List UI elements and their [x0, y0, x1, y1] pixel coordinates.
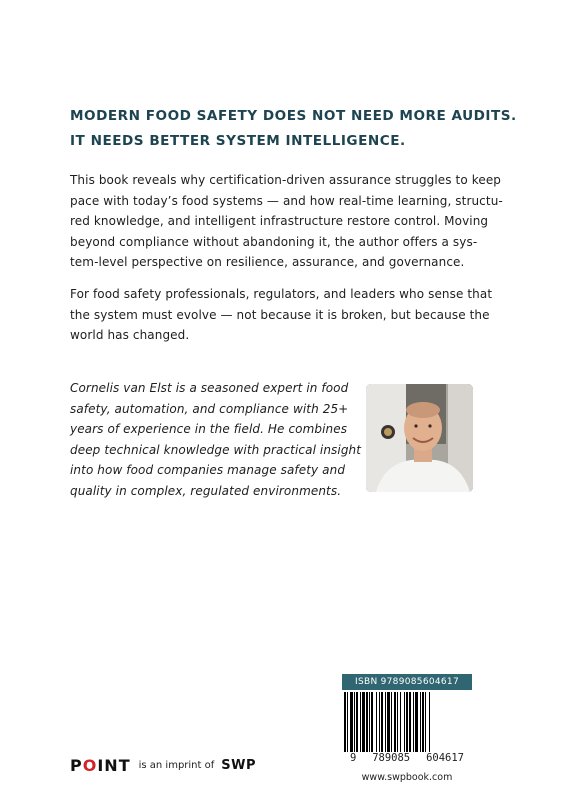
barcode-bar — [350, 692, 353, 752]
barcode-bar — [394, 692, 396, 752]
barcode-bar — [376, 692, 377, 752]
barcode-digit-group: 604617 — [426, 752, 464, 764]
barcode-bar — [429, 692, 430, 752]
barcode-bar — [406, 692, 408, 752]
barcode-bar — [413, 692, 414, 752]
bio-line: safety, automation, and compliance with 25+ — [70, 401, 349, 416]
barcode-bar — [409, 692, 411, 752]
barcode-bar — [366, 692, 368, 752]
isbn-label: ISBN 9789085604617 — [342, 674, 472, 690]
barcode-bar — [371, 692, 373, 752]
blurb-line: This book reveals why certification-driven assurance struggles to keep — [70, 173, 502, 187]
barcode-bar — [369, 692, 370, 752]
barcode-bar — [347, 692, 348, 752]
point-logo-text: POINT — [70, 755, 131, 775]
blurb-paragraph-2 — [70, 284, 493, 346]
barcode-digits — [342, 752, 472, 764]
bio-line: quality in complex, regulated environments. — [70, 483, 342, 498]
barcode-bar — [362, 692, 365, 752]
blurb-line: red knowledge, and intelligent infrastructure restore control. Moving — [70, 214, 489, 228]
barcode-bar — [420, 692, 421, 752]
blurb-line: world has changed. — [70, 328, 190, 342]
bio-line: Cornelis van Elst is a seasoned expert in food — [70, 381, 349, 395]
point-logo — [70, 756, 131, 775]
barcode-bar — [397, 692, 398, 752]
imprint-text: is an imprint of — [138, 759, 215, 771]
bio-line: into how food companies manage safety and — [70, 463, 346, 477]
barcode-bar — [385, 692, 386, 752]
barcode-digit-group: 9 — [349, 752, 357, 764]
barcode-bar — [400, 692, 401, 752]
author-photo — [366, 384, 473, 492]
blurb-paragraph-1 — [70, 170, 503, 273]
barcode-bar — [356, 692, 358, 752]
barcode-bar — [354, 692, 355, 752]
barcode-bar — [391, 692, 392, 752]
barcode-bar — [404, 692, 405, 752]
author-bio — [70, 378, 362, 501]
blurb-line: For food safety professionals, regulators, and leaders who sense that — [70, 287, 493, 301]
bio-line: years of experience in the field. He combines — [70, 422, 348, 436]
barcode-bar — [379, 692, 380, 752]
blurb-line: tem-level perspective on resilience, assurance, and governance. — [70, 255, 465, 269]
barcode-bar — [387, 692, 390, 752]
barcode-bar — [344, 692, 346, 752]
barcode-bar — [422, 692, 424, 752]
swp-logo: SWP — [221, 757, 256, 773]
publisher-website: www.swpbook.com — [361, 772, 453, 783]
barcode-bar — [381, 692, 383, 752]
barcode-bar — [360, 692, 361, 752]
barcode-bar — [425, 692, 426, 752]
blurb-line: pace with today’s food systems — and how real-time learning, structu- — [70, 193, 503, 208]
barcode-bar — [415, 692, 418, 752]
headline-line-2: IT NEEDS BETTER SYSTEM INTELLIGENCE. — [70, 133, 406, 149]
barcode-digit-group: 789085 — [372, 752, 411, 764]
publisher-imprint — [70, 754, 256, 776]
back-cover-headline — [70, 104, 517, 154]
blurb-line: beyond compliance without abandoning it, the author offers a sys- — [70, 234, 478, 249]
blurb-line: the system must evolve — not because it is broken, but because the — [70, 307, 490, 322]
headline-line-1: MODERN FOOD SAFETY DOES NOT NEED MORE AUDITS. — [70, 108, 517, 124]
bio-line: deep technical knowledge with practical insight — [70, 442, 362, 457]
